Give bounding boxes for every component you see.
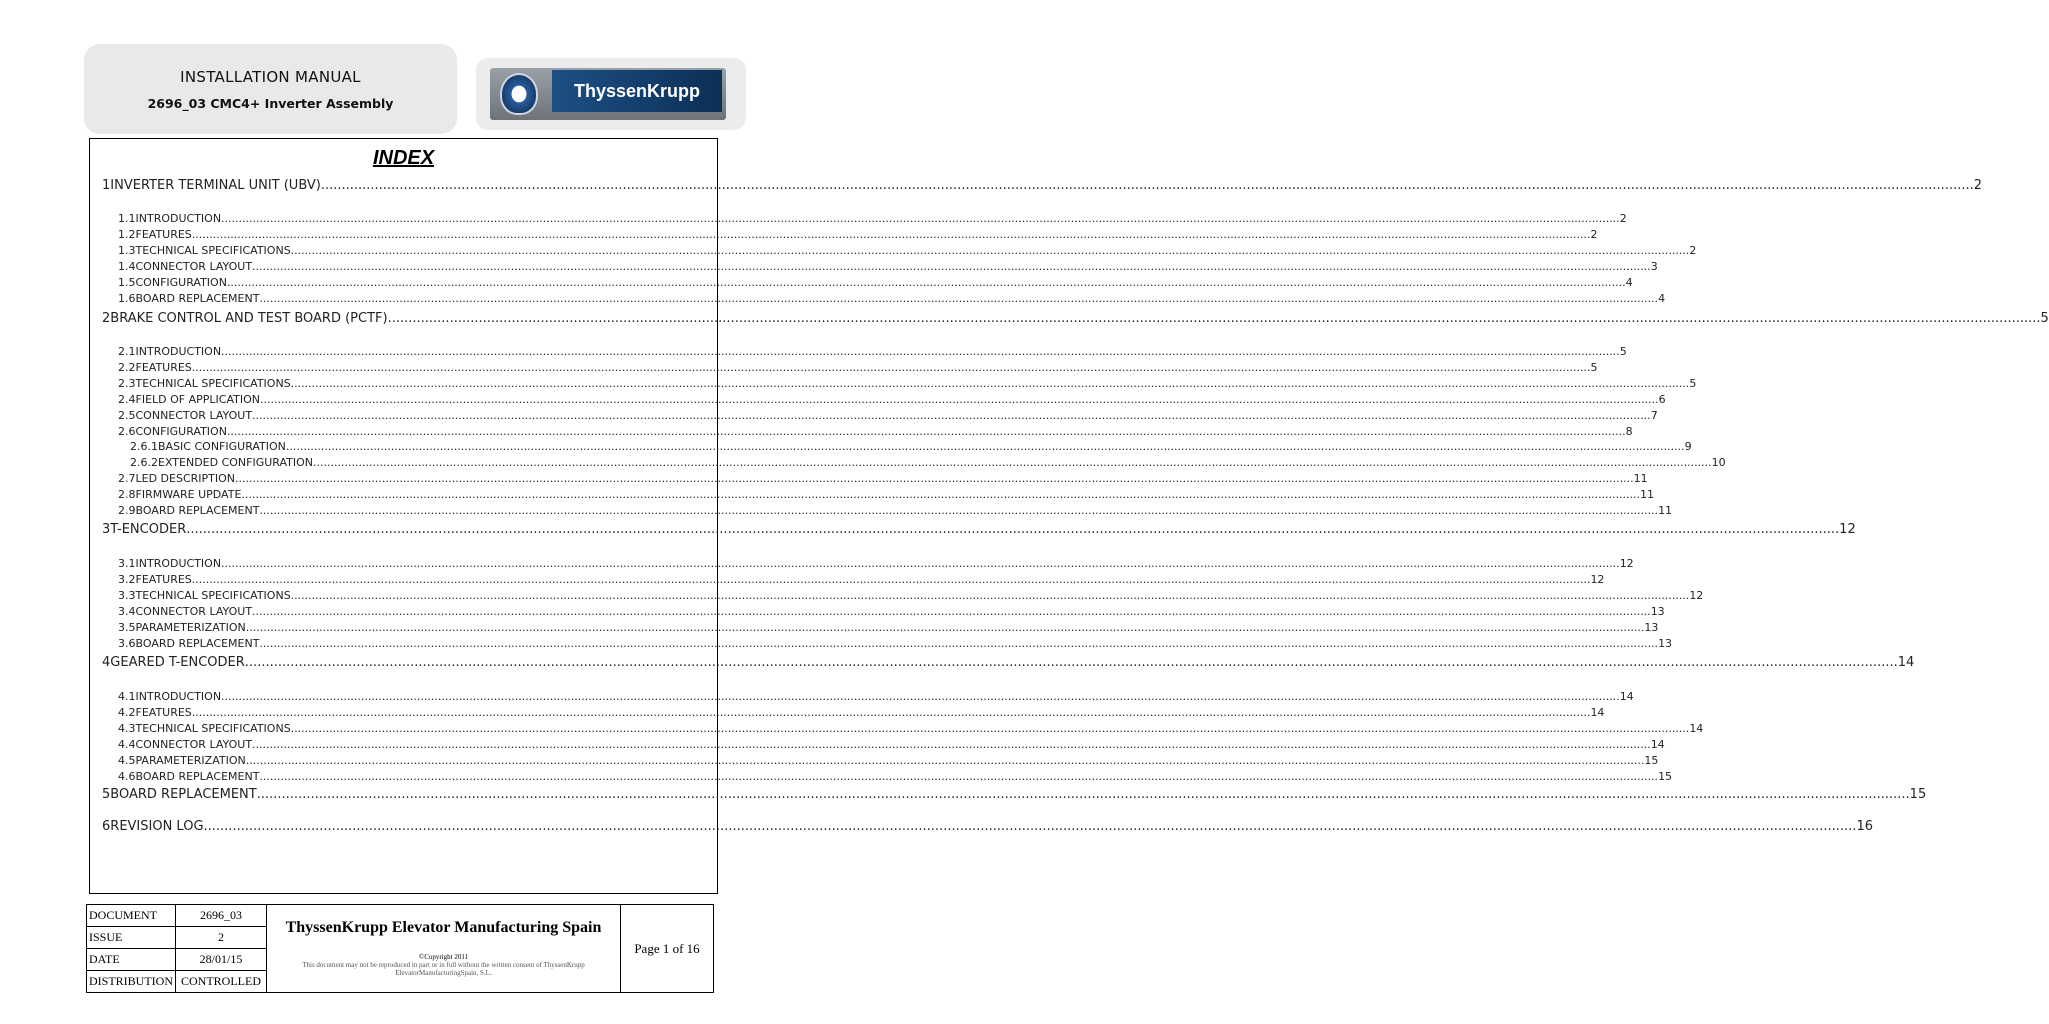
toc-entry[interactable]: [130, 456, 1726, 469]
dot-leader: ................................................................................................................................................................................................................................................................................................................................................................................................................: [320, 178, 1974, 193]
toc-title: T-ENCODER: [110, 522, 187, 537]
toc-page: 5: [2040, 311, 2049, 326]
toc-title: CONFIGURATION: [135, 425, 227, 438]
toc-number: 2.6.2: [130, 456, 158, 469]
toc-page: 2: [1973, 178, 1983, 193]
dot-leader: ................................................................................................................................................................................................................................................................................................................................................................................................................: [256, 787, 1910, 802]
toc-number: 4.2: [118, 706, 136, 719]
toc-number: 3.4: [118, 605, 136, 618]
dot-leader: ................................................................................................................................................................................................................................................................................................................................................................................................................: [226, 425, 1626, 438]
toc-title: FEATURES: [135, 706, 192, 719]
toc-entry[interactable]: [118, 621, 1659, 634]
dot-leader: ................................................................................................................................................................................................................................................................................................................................................................................................................: [290, 244, 1690, 257]
toc-title: BOARD REPLACEMENT: [110, 787, 257, 802]
toc-entry[interactable]: [102, 311, 2049, 326]
toc-title: CONNECTOR LAYOUT: [135, 605, 253, 618]
toc-title: BOARD REPLACEMENT: [135, 637, 260, 650]
toc-page: 15: [1644, 754, 1659, 767]
toc-entry[interactable]: [118, 770, 1673, 783]
toc-entry[interactable]: [118, 244, 1697, 257]
toc-number: 1.1: [118, 212, 136, 225]
toc-entry[interactable]: [102, 787, 1927, 802]
toc-title: CONFIGURATION: [135, 276, 227, 289]
company-name: ThyssenKrupp Elevator Manufacturing Spain: [285, 919, 602, 936]
dot-leader: ................................................................................................................................................................................................................................................................................................................................................................................................................: [191, 573, 1591, 586]
toc-number: 4.3: [118, 722, 136, 735]
footer-label: DISTRIBUTION: [87, 971, 176, 993]
dot-leader: ................................................................................................................................................................................................................................................................................................................................................................................................................: [245, 754, 1645, 767]
footer-value: 28/01/15: [176, 949, 267, 971]
toc-title: FIELD OF APPLICATION: [135, 393, 260, 406]
dot-leader: ................................................................................................................................................................................................................................................................................................................................................................................................................: [221, 212, 1620, 225]
toc-number: 5: [102, 787, 111, 802]
toc-title: INTRODUCTION: [135, 690, 222, 703]
toc-entry[interactable]: [118, 754, 1659, 767]
toc-entry[interactable]: [118, 393, 1666, 406]
toc-title: PARAMETERIZATION: [135, 754, 246, 767]
toc-number: 2.8: [118, 488, 136, 501]
toc-page: 11: [1633, 472, 1648, 485]
toc-number: 2.5: [118, 409, 136, 422]
toc-entry[interactable]: [118, 573, 1605, 586]
toc-entry[interactable]: [118, 276, 1633, 289]
toc-page: 13: [1658, 637, 1673, 650]
rings-emblem-icon: [500, 73, 538, 115]
company-logo: [476, 58, 746, 130]
toc-number: 2.7: [118, 472, 136, 485]
toc-title: FEATURES: [135, 228, 192, 241]
dot-leader: ................................................................................................................................................................................................................................................................................................................................................................................................................: [221, 557, 1620, 570]
dot-leader: ................................................................................................................................................................................................................................................................................................................................................................................................................: [226, 276, 1626, 289]
toc-entry[interactable]: [118, 345, 1627, 358]
toc-number: 1.2: [118, 228, 136, 241]
dot-leader: ................................................................................................................................................................................................................................................................................................................................................................................................................: [245, 621, 1645, 634]
toc-title: GEARED T-ENCODER: [110, 655, 245, 670]
toc-page: 4: [1625, 276, 1633, 289]
toc-entry[interactable]: [118, 722, 1704, 735]
toc-number: 3.2: [118, 573, 136, 586]
dot-leader: ................................................................................................................................................................................................................................................................................................................................................................................................................: [252, 260, 1651, 273]
toc-page: 14: [1689, 722, 1704, 735]
toc-number: 2: [102, 311, 111, 326]
footer-value: 2696_03: [176, 905, 267, 927]
toc-page: 2: [1590, 228, 1598, 241]
toc-number: 3.6: [118, 637, 136, 650]
toc-entry[interactable]: [118, 504, 1673, 517]
toc-page: 12: [1689, 589, 1704, 602]
toc-number: 1.6: [118, 292, 136, 305]
toc-title: PARAMETERIZATION: [135, 621, 246, 634]
dot-leader: ................................................................................................................................................................................................................................................................................................................................................................................................................: [203, 819, 1857, 834]
manual-subtitle: 2696_03 CMC4+ Inverter Assembly: [147, 96, 394, 111]
toc-title: FIRMWARE UPDATE: [135, 488, 242, 501]
toc-number: 1.4: [118, 260, 136, 273]
toc-page: 12: [1619, 557, 1634, 570]
toc-title: REVISION LOG: [110, 819, 204, 834]
toc-entry[interactable]: [118, 377, 1697, 390]
dot-leader: ................................................................................................................................................................................................................................................................................................................................................................................................................: [259, 504, 1659, 517]
toc-entry[interactable]: [118, 738, 1665, 751]
dot-leader: ................................................................................................................................................................................................................................................................................................................................................................................................................: [221, 690, 1620, 703]
toc-page: 8: [1625, 425, 1633, 438]
toc-number: 4.5: [118, 754, 136, 767]
toc-page: 14: [1650, 738, 1665, 751]
toc-page: 5: [1619, 345, 1627, 358]
toc-title: BRAKE CONTROL AND TEST BOARD (PCTF): [110, 311, 388, 326]
dot-leader: ................................................................................................................................................................................................................................................................................................................................................................................................................: [191, 706, 1591, 719]
toc-title: INTRODUCTION: [135, 557, 222, 570]
toc-entry[interactable]: [102, 819, 1873, 834]
dot-leader: ................................................................................................................................................................................................................................................................................................................................................................................................................: [191, 361, 1591, 374]
toc-number: 2.1: [118, 345, 136, 358]
dot-leader: ................................................................................................................................................................................................................................................................................................................................................................................................................: [290, 589, 1690, 602]
toc-entry[interactable]: [102, 522, 1856, 537]
toc-page: 12: [1839, 522, 1856, 537]
toc-entry[interactable]: [118, 260, 1658, 273]
toc-page: 16: [1856, 819, 1873, 834]
toc-entry[interactable]: [118, 637, 1673, 650]
toc-number: 4: [102, 655, 111, 670]
toc-title: INVERTER TERMINAL UNIT (UBV): [110, 178, 321, 193]
dot-leader: ................................................................................................................................................................................................................................................................................................................................................................................................................: [252, 738, 1651, 751]
toc-title: CONNECTOR LAYOUT: [135, 738, 253, 751]
toc-title: INTRODUCTION: [135, 212, 222, 225]
toc-page: 2: [1689, 244, 1697, 257]
toc-number: 1: [102, 178, 111, 193]
manual-title: INSTALLATION MANUAL: [180, 68, 361, 86]
toc-number: 1.3: [118, 244, 136, 257]
toc-page: 5: [1689, 377, 1697, 390]
toc-entry[interactable]: [118, 488, 1655, 501]
toc-page: 2: [1619, 212, 1627, 225]
footer-table: [86, 904, 714, 993]
footer-label: DOCUMENT: [87, 905, 176, 927]
dot-leader: ................................................................................................................................................................................................................................................................................................................................................................................................................: [235, 472, 1634, 485]
toc-page: 6: [1658, 393, 1666, 406]
toc-entry[interactable]: [118, 361, 1598, 374]
toc-number: 4.1: [118, 690, 136, 703]
toc-title: TECHNICAL SPECIFICATIONS: [135, 244, 291, 257]
dot-leader: ................................................................................................................................................................................................................................................................................................................................................................................................................: [186, 522, 1840, 537]
toc-entry[interactable]: [118, 706, 1605, 719]
dot-leader: ................................................................................................................................................................................................................................................................................................................................................................................................................: [259, 770, 1659, 783]
toc-entry[interactable]: [118, 605, 1665, 618]
toc-title: FEATURES: [135, 573, 192, 586]
toc-entry[interactable]: [102, 655, 1915, 670]
page-number: Page 1 of 16: [621, 905, 714, 993]
toc-page: 5: [1590, 361, 1598, 374]
toc-number: 4.4: [118, 738, 136, 751]
footer-label: ISSUE: [87, 927, 176, 949]
toc-entry[interactable]: [118, 472, 1648, 485]
toc-entry[interactable]: [118, 557, 1634, 570]
toc-entry[interactable]: [118, 690, 1634, 703]
toc-page: 11: [1658, 504, 1673, 517]
toc-page: 10: [1711, 456, 1726, 469]
toc-title: FEATURES: [135, 361, 192, 374]
dot-leader: ................................................................................................................................................................................................................................................................................................................................................................................................................: [252, 605, 1651, 618]
dot-leader: ................................................................................................................................................................................................................................................................................................................................................................................................................: [285, 440, 1685, 453]
toc-title: CONNECTOR LAYOUT: [135, 409, 253, 422]
toc-entry[interactable]: [118, 589, 1704, 602]
toc-title: BASIC CONFIGURATION: [158, 440, 286, 453]
toc-title: BOARD REPLACEMENT: [135, 292, 260, 305]
toc-page: 14: [1590, 706, 1605, 719]
dot-leader: ................................................................................................................................................................................................................................................................................................................................................................................................................: [244, 655, 1898, 670]
toc-number: 2.4: [118, 393, 136, 406]
toc-number: 2.6: [118, 425, 136, 438]
toc-page: 14: [1897, 655, 1915, 670]
toc-number: 2.9: [118, 504, 136, 517]
toc-title: LED DESCRIPTION: [135, 472, 235, 485]
toc-number: 2.2: [118, 361, 136, 374]
dot-leader: ................................................................................................................................................................................................................................................................................................................................................................................................................: [387, 311, 2041, 326]
toc-title: TECHNICAL SPECIFICATIONS: [135, 377, 291, 390]
toc-number: 3.3: [118, 589, 136, 602]
toc-entry[interactable]: [118, 409, 1658, 422]
dot-leader: ................................................................................................................................................................................................................................................................................................................................................................................................................: [252, 409, 1651, 422]
toc-page: 13: [1644, 621, 1659, 634]
copyright-notice: This document may not be reproduced in part or in full without the written consent of ThyssenKrupp ElevatorManufacturingSpain, S.L.: [302, 961, 585, 977]
dot-leader: ................................................................................................................................................................................................................................................................................................................................................................................................................: [290, 722, 1690, 735]
toc-number: 6: [102, 819, 111, 834]
toc-entry[interactable]: [130, 440, 1692, 453]
toc-title: BOARD REPLACEMENT: [135, 504, 260, 517]
toc-title: TECHNICAL SPECIFICATIONS: [135, 589, 291, 602]
toc-number: 3.5: [118, 621, 136, 634]
toc-number: 4.6: [118, 770, 136, 783]
logo-text: ThyssenKrupp: [552, 70, 722, 112]
toc-page: 7: [1650, 409, 1658, 422]
toc-entry[interactable]: [118, 292, 1666, 305]
toc-number: 3: [102, 522, 111, 537]
toc-title: TECHNICAL SPECIFICATIONS: [135, 722, 291, 735]
toc-page: 13: [1650, 605, 1665, 618]
toc-title: INTRODUCTION: [135, 345, 222, 358]
toc-page: 3: [1650, 260, 1658, 273]
toc-number: 3.1: [118, 557, 136, 570]
toc-page: 14: [1619, 690, 1634, 703]
footer-value: 2: [176, 927, 267, 949]
dot-leader: ................................................................................................................................................................................................................................................................................................................................................................................................................: [241, 488, 1641, 501]
toc-page: 9: [1684, 440, 1692, 453]
toc-title: CONNECTOR LAYOUT: [135, 260, 253, 273]
toc-entry[interactable]: [118, 212, 1627, 225]
index-title: INDEX: [372, 147, 435, 169]
dot-leader: ................................................................................................................................................................................................................................................................................................................................................................................................................: [259, 637, 1659, 650]
toc-page: 15: [1909, 787, 1927, 802]
toc-title: EXTENDED CONFIGURATION: [158, 456, 314, 469]
index-box: [89, 138, 2049, 894]
dot-leader: ................................................................................................................................................................................................................................................................................................................................................................................................................: [313, 456, 1712, 469]
toc-page: 12: [1590, 573, 1605, 586]
copyright: ©Copyright 2011: [418, 953, 469, 961]
toc-entry[interactable]: [102, 178, 1983, 193]
toc-number: 1.5: [118, 276, 136, 289]
document-header: [84, 44, 457, 134]
toc-entry[interactable]: [118, 228, 1598, 241]
footer-company-cell: [267, 905, 621, 993]
toc-number: 2.3: [118, 377, 136, 390]
toc-page: 11: [1640, 488, 1655, 501]
footer-value: CONTROLLED: [176, 971, 267, 993]
dot-leader: ................................................................................................................................................................................................................................................................................................................................................................................................................: [259, 393, 1659, 406]
toc-entry[interactable]: [118, 425, 1633, 438]
dot-leader: ................................................................................................................................................................................................................................................................................................................................................................................................................: [259, 292, 1659, 305]
toc-page: 4: [1658, 292, 1666, 305]
dot-leader: ................................................................................................................................................................................................................................................................................................................................................................................................................: [290, 377, 1690, 390]
footer-label: DATE: [87, 949, 176, 971]
dot-leader: ................................................................................................................................................................................................................................................................................................................................................................................................................: [191, 228, 1591, 241]
toc-number: 2.6.1: [130, 440, 158, 453]
toc-page: 15: [1658, 770, 1673, 783]
toc-title: BOARD REPLACEMENT: [135, 770, 260, 783]
dot-leader: ................................................................................................................................................................................................................................................................................................................................................................................................................: [221, 345, 1620, 358]
